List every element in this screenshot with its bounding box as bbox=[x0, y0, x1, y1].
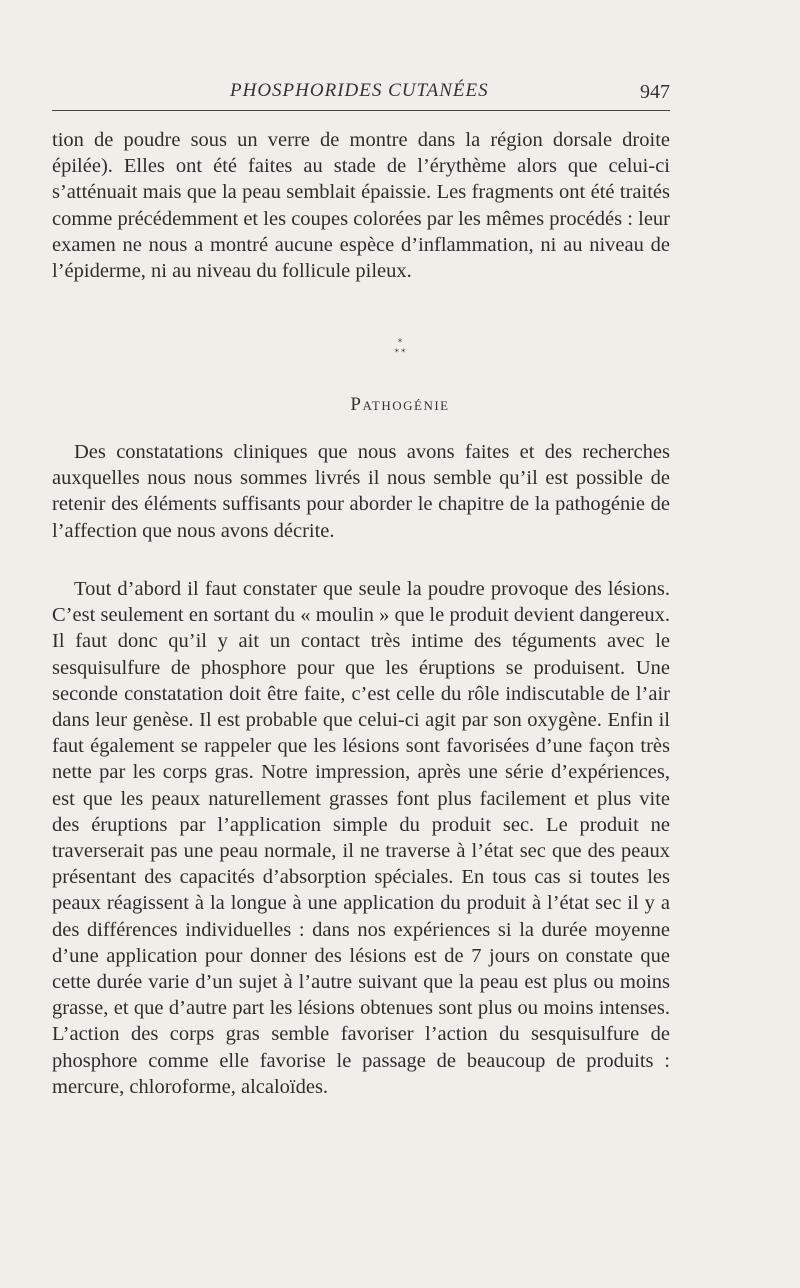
page-number: 947 bbox=[640, 81, 670, 103]
asterism-bottom: * * bbox=[394, 348, 406, 357]
continued-paragraph: tion de poudre sous un verre de montre dans la région dorsale droite épilée). Elles ont été faites au stade de l’érythème alors que celui-ci s’atténuait mais que la peau semblait épaissie. Les fragments ont été traités comme précédemment et les coupes colorées par les mêmes procédés : leur examen ne nous a montré aucune espèce d’inflammation, ni au niveau de l’épiderme, ni au niveau du follicule pileux. bbox=[52, 129, 670, 283]
running-title: PHOSPHORIDES CUTANÉES bbox=[230, 80, 489, 101]
asterism-top: * bbox=[398, 338, 402, 347]
running-header bbox=[52, 74, 670, 114]
paragraph-main bbox=[52, 576, 670, 1100]
paragraph-intro bbox=[52, 439, 670, 544]
header-rule bbox=[52, 110, 670, 111]
paragraph-intro-text: Des constatations cliniques que nous avons faites et des recherches auxquelles nous nous sommes livrés il nous semble qu’il est possible de retenir des éléments suffisants pour aborder le chapitre de la pathogénie de l’affection que nous avons décrite. bbox=[52, 441, 670, 542]
section-heading: Pathogénie bbox=[350, 394, 450, 415]
paragraph-main-text: Tout d’abord il faut constater que seule la poudre provoque des lésions. C’est seulement en sortant du « moulin » que le produit devient dangereux. Il faut donc qu’il y ait un contact très intime des téguments avec le sesquisulfure de phosphore pour que les éruptions se produisent. Une seconde constatation doit être faite, c’est celle du rôle indiscutable de l’air dans leur genèse. Il est probable que celui-ci agit par son oxygène. Enfin il faut également se rappeler que les lésions sont favorisées d’une façon très nette par les corps gras. Notre impression, après une série d’expériences, est que les peaux naturellement grasses font plus facilement et plus vite des éruptions par l’application simple du produit sec. Le produit ne traverserait pas une peau normale, il ne traverse à l’état sec que des peaux présentant des capacités d’absorption spéciales. En tous cas si toutes les peaux réagissent à la longue à une application du produit à l’état sec il y a des différences individuelles : dans nos expériences si la durée moyenne d’une application pour donner des lésions est de 7 jours on constate que cette durée varie d’un sujet à l’autre suivant que la peau est plus ou moins grasse, et que d’autre part les lésions obtenues sont plus ou moins intenses. L’action des corps gras semble favoriser l’action du sesquisulfure de phosphore comme elle favorise le passage de beaucoup de produits : mercure, chloroforme, alcaloïdes. bbox=[52, 578, 670, 1098]
asterism-separator bbox=[0, 338, 800, 358]
